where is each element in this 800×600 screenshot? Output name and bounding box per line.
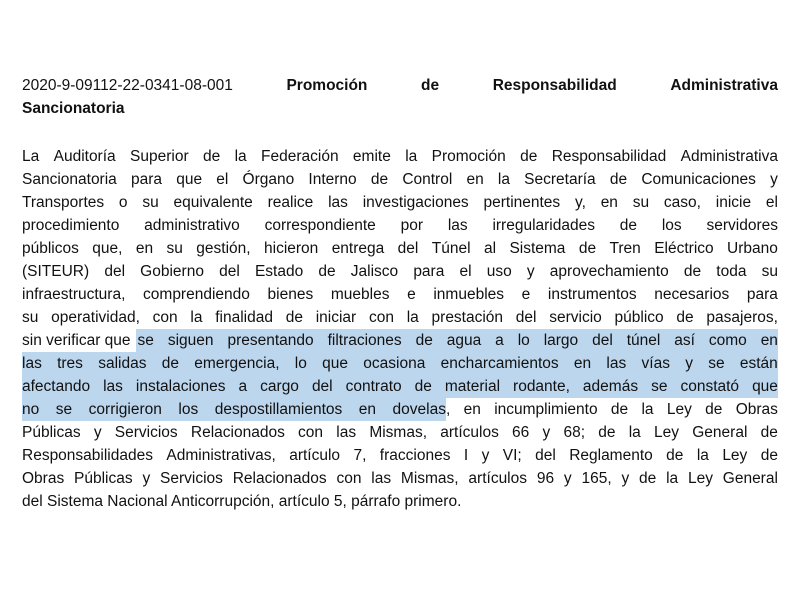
- word: Públicas: [22, 424, 81, 441]
- title-word: Promoción: [286, 77, 368, 94]
- word: del: [592, 332, 613, 349]
- word: infraestructura,: [22, 286, 126, 303]
- word: Urbano: [727, 240, 778, 257]
- word: fracciones: [379, 447, 451, 464]
- word: para: [746, 286, 778, 303]
- word: (SITEUR): [22, 263, 90, 280]
- word: aprovechamiento: [549, 263, 669, 280]
- word: Interno: [308, 171, 357, 188]
- word: Estado: [254, 263, 304, 280]
- word: La: [22, 148, 40, 165]
- word: al: [483, 240, 497, 257]
- paragraph-line: [22, 191, 778, 214]
- word: su: [22, 309, 39, 326]
- word: Ley: [654, 424, 680, 441]
- word: uso: [486, 263, 512, 280]
- word: operatividad,: [51, 309, 140, 326]
- word: de: [705, 401, 723, 418]
- word: prestación: [431, 309, 504, 326]
- word: investigaciones: [362, 194, 469, 211]
- word: que: [752, 378, 778, 395]
- word: además: [582, 378, 639, 395]
- word: su: [632, 194, 650, 211]
- word: gestión,: [196, 240, 251, 257]
- word: de: [639, 470, 657, 487]
- word: afectando: [22, 378, 91, 395]
- word: 7,: [353, 447, 367, 464]
- word: Servicios: [114, 424, 178, 441]
- word: General: [722, 470, 778, 487]
- word: Ley: [687, 470, 713, 487]
- word: de: [610, 401, 629, 418]
- word: material: [444, 378, 501, 395]
- word: instalaciones: [135, 378, 226, 395]
- word: Reglamento: [569, 447, 653, 464]
- word: del: [397, 240, 419, 257]
- word: administrativo: [144, 217, 240, 234]
- word: Eléctrico: [654, 240, 714, 257]
- word: emergencia,: [194, 355, 280, 372]
- word: la: [190, 309, 203, 326]
- word: Sancionatoria: [22, 171, 117, 188]
- paragraph-line: [22, 145, 778, 168]
- word: Transportes: [22, 194, 105, 211]
- word: las: [336, 424, 357, 441]
- word: de: [609, 171, 628, 188]
- word: y: [685, 355, 693, 372]
- word: Federación: [261, 148, 339, 165]
- word: e: [521, 286, 531, 303]
- word: finalidad: [215, 309, 273, 326]
- word: I: [463, 447, 469, 464]
- word: constató: [680, 378, 740, 395]
- word: Comunicaciones: [641, 171, 756, 188]
- word: 66: [512, 424, 530, 441]
- word: agua: [446, 332, 482, 349]
- word: como: [708, 332, 747, 349]
- word: la: [497, 171, 510, 188]
- word: la: [641, 401, 654, 418]
- word: para: [413, 263, 445, 280]
- word: público: [614, 309, 664, 326]
- word: Responsabilidades: [22, 447, 153, 464]
- word: la: [628, 424, 641, 441]
- word: y: [526, 263, 535, 280]
- word: en: [600, 194, 618, 211]
- word: hicieron: [264, 240, 319, 257]
- word: 68;: [563, 424, 586, 441]
- paragraph-line: [22, 237, 778, 260]
- word: cargo: [260, 378, 299, 395]
- word: VI;: [502, 447, 522, 464]
- word: los: [661, 217, 682, 234]
- word: irregularidades: [492, 217, 595, 234]
- word: 165,: [581, 470, 612, 487]
- word: el: [459, 263, 472, 280]
- word: de: [676, 309, 694, 326]
- word: las: [103, 378, 123, 395]
- word: Servicios: [160, 470, 223, 487]
- word: de: [760, 424, 778, 441]
- highlighted-text: [136, 329, 778, 352]
- paragraph-line: [22, 306, 778, 329]
- word: e: [407, 286, 416, 303]
- word: caso,: [663, 194, 701, 211]
- word: la: [666, 470, 679, 487]
- word: con: [152, 309, 178, 326]
- word: con: [336, 470, 362, 487]
- word: el: [216, 171, 229, 188]
- word: servicio: [549, 309, 602, 326]
- paragraph-line: [22, 283, 778, 306]
- word: Auditoría: [53, 148, 116, 165]
- word: Control: [402, 171, 453, 188]
- word: filtraciones: [327, 332, 402, 349]
- word: iniciar: [315, 309, 357, 326]
- word: Administrativa: [680, 148, 778, 165]
- word: de: [414, 378, 432, 395]
- word: se: [137, 332, 154, 349]
- word: de: [683, 263, 702, 280]
- word: las: [22, 355, 42, 372]
- word: en: [463, 401, 481, 418]
- highlighted-line: [22, 375, 778, 398]
- word: Túnel: [431, 240, 471, 257]
- word: toda: [716, 263, 747, 280]
- word: largo: [543, 332, 579, 349]
- header-title-line2: Sancionatoria: [22, 100, 125, 117]
- word: se: [708, 355, 725, 372]
- word: en: [358, 401, 377, 418]
- plain-text: [446, 398, 778, 421]
- title-word: Responsabilidad: [492, 77, 617, 94]
- word: de: [202, 148, 221, 165]
- word: del: [219, 263, 240, 280]
- word: Mismas,: [369, 424, 428, 441]
- word: Gobierno: [140, 263, 204, 280]
- word: Mismas,: [400, 470, 459, 487]
- word: en: [573, 355, 592, 372]
- word: artículo: [289, 447, 341, 464]
- word: su: [761, 263, 778, 280]
- paragraph-line: [22, 444, 778, 467]
- word: emite: [352, 148, 391, 165]
- word: no: [22, 401, 40, 418]
- word: la: [406, 309, 419, 326]
- word: su: [142, 194, 159, 211]
- word: muebles: [330, 286, 390, 303]
- word: o: [118, 194, 128, 211]
- word: comprendiendo: [143, 286, 250, 303]
- paragraph-line: [22, 467, 778, 490]
- word: que: [176, 171, 203, 188]
- word: se: [55, 401, 73, 418]
- paragraph-line-mixed: [22, 398, 778, 421]
- word: con: [368, 309, 394, 326]
- plain-text: sin verificar que: [22, 332, 131, 349]
- word: Administrativas,: [166, 447, 276, 464]
- word: artículos: [468, 470, 528, 487]
- paragraph-line: [22, 168, 778, 191]
- paragraph-line: [22, 260, 778, 283]
- word: Superior: [130, 148, 189, 165]
- word: Públicas: [74, 470, 133, 487]
- word: las: [328, 194, 348, 211]
- word: Promoción: [431, 148, 506, 165]
- word: las: [606, 355, 627, 372]
- word: y,: [574, 194, 586, 211]
- word: bienes: [267, 286, 314, 303]
- word: de: [598, 424, 616, 441]
- word: la: [405, 148, 418, 165]
- word: inmuebles: [433, 286, 505, 303]
- word: inicie: [715, 194, 752, 211]
- word: vías: [641, 355, 670, 372]
- word: la: [234, 148, 247, 165]
- word: pertinentes: [483, 194, 561, 211]
- word: realice: [267, 194, 314, 211]
- word: las: [447, 217, 468, 234]
- word: del: [311, 378, 333, 395]
- word: están: [739, 355, 778, 372]
- word: así: [674, 332, 695, 349]
- word: que: [322, 355, 349, 372]
- word: y: [770, 171, 778, 188]
- word: equivalente: [173, 194, 253, 211]
- word: los: [178, 401, 199, 418]
- word: de: [318, 263, 336, 280]
- word: el: [765, 194, 778, 211]
- title-word: Administrativa: [670, 77, 778, 94]
- word: 96: [536, 470, 555, 487]
- word: del: [104, 263, 126, 280]
- word: túnel: [626, 332, 661, 349]
- word: corrigieron: [88, 401, 162, 418]
- word: de: [161, 355, 179, 372]
- word: Ley: [722, 447, 748, 464]
- word: ocasiona: [363, 355, 426, 372]
- highlighted-line: [22, 352, 778, 375]
- word: presentando: [227, 332, 314, 349]
- word: Órgano: [242, 171, 295, 188]
- word: contrato: [345, 378, 402, 395]
- paragraph-last-line: del Sistema Nacional Anticorrupción, artículo 5, párrafo primero.: [22, 493, 462, 510]
- word: lo: [517, 332, 530, 349]
- highlighted-text: [22, 398, 446, 421]
- document-code: 2020-9-09112-22-0341-08-001: [22, 77, 233, 94]
- header-first-line: [22, 74, 778, 97]
- word: rodante,: [513, 378, 570, 395]
- word: lo: [294, 355, 307, 372]
- word: y: [481, 447, 490, 464]
- word: incumplimiento: [494, 401, 598, 418]
- word: siguen: [167, 332, 214, 349]
- word: por: [400, 217, 423, 234]
- word: instrumentos: [547, 286, 637, 303]
- word: la: [696, 447, 709, 464]
- word: Sistema: [509, 240, 566, 257]
- word: necesarios: [654, 286, 730, 303]
- word: las: [371, 470, 392, 487]
- word: y: [142, 470, 151, 487]
- word: procedimiento: [22, 217, 120, 234]
- document-header: [22, 74, 778, 120]
- word: y: [542, 424, 551, 441]
- word: de: [578, 240, 597, 257]
- word: salidas: [98, 355, 147, 372]
- word: en: [135, 240, 154, 257]
- word: de: [370, 171, 389, 188]
- word: con: [298, 424, 324, 441]
- paragraph-line: [22, 421, 778, 444]
- word: tres: [57, 355, 83, 372]
- document-paragraph: [22, 145, 778, 513]
- word: de: [619, 217, 638, 234]
- word: ,: [446, 401, 451, 418]
- word: su: [166, 240, 183, 257]
- word: Ley: [666, 401, 692, 418]
- paragraph-line: [22, 214, 778, 237]
- word: Tren: [609, 240, 641, 257]
- word: en: [760, 332, 778, 349]
- word: entrega: [331, 240, 385, 257]
- word: Relacionados: [190, 424, 285, 441]
- word: del: [535, 447, 556, 464]
- word: y: [93, 424, 102, 441]
- word: y: [563, 470, 572, 487]
- word: en: [466, 171, 484, 188]
- word: públicos: [22, 240, 79, 257]
- word: para: [130, 171, 163, 188]
- title-word: de: [421, 77, 440, 94]
- word: despostillamientos: [214, 401, 343, 418]
- word: Secretaría: [524, 171, 596, 188]
- word: que,: [92, 240, 123, 257]
- word: a: [495, 332, 504, 349]
- word: Obras: [22, 470, 65, 487]
- word: dovelas: [392, 401, 446, 418]
- word: Jalisco: [350, 263, 399, 280]
- word: de: [415, 332, 433, 349]
- word: correspondiente: [264, 217, 376, 234]
- paragraph-line-mixed: [22, 329, 778, 352]
- word: de: [520, 148, 538, 165]
- word: General: [692, 424, 748, 441]
- word: artículos: [440, 424, 499, 441]
- word: del: [515, 309, 537, 326]
- word: a: [238, 378, 248, 395]
- word: de: [666, 447, 684, 464]
- word: de: [760, 447, 778, 464]
- word: servidores: [706, 217, 778, 234]
- word: Obras: [735, 401, 778, 418]
- word: Relacionados: [232, 470, 327, 487]
- word: de: [285, 309, 303, 326]
- word: y: [621, 470, 630, 487]
- word: Responsabilidad: [551, 148, 667, 165]
- word: encharcamientos: [440, 355, 559, 372]
- word: se: [651, 378, 668, 395]
- word: pasajeros,: [706, 309, 778, 326]
